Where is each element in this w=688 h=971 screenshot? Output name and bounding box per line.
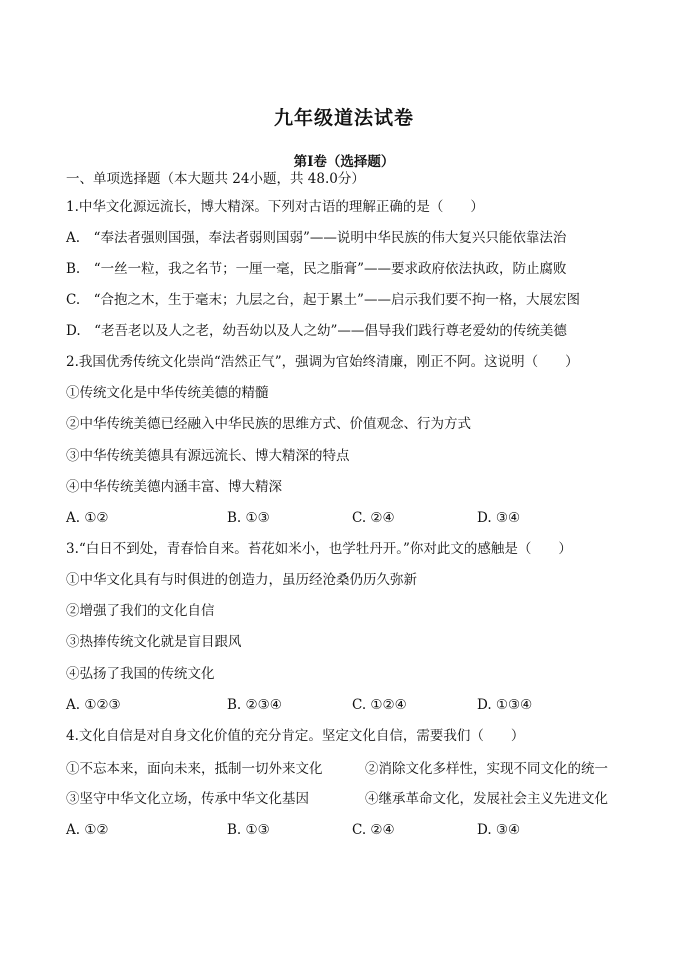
question-3-option-a: A. ①②③ [66, 697, 121, 713]
question-2-statement-3: ③中华传统美德具有源远流长、博大精深的特点 [66, 448, 350, 464]
question-2-statement-2: ②中华传统美德已经融入中华民族的思维方式、价值观念、行为方式 [66, 416, 471, 432]
question-3-statement-4: ④弘扬了我国的传统文化 [66, 666, 215, 682]
question-3-options [0, 696, 688, 714]
question-3-option-d: D. ①③④ [477, 697, 533, 713]
question-3-statement-1: ①中华文化具有与时俱进的创造力，虽历经沧桑仍历久弥新 [66, 572, 417, 588]
question-3-statement-2: ②增强了我们的文化自信 [66, 603, 215, 619]
question-4-options [0, 821, 688, 839]
question-4-option-a: A. ①② [66, 822, 109, 838]
question-2-options [0, 509, 688, 527]
question-3-stem: 3.“白日不到处，青春恰自来。苔花如米小，也学牡丹开。”你对此文的感触是（ ） [66, 541, 572, 557]
question-2-option-c: C. ②④ [352, 510, 395, 526]
question-3-option-c: C. ①②④ [352, 697, 407, 713]
question-4-statement-2: ②消除文化多样性，实现不同文化的统一 [365, 761, 608, 777]
question-2-stem: 2.我国优秀传统文化崇尚“浩然正气”，强调为官始终清廉，刚正不阿。这说明（ ） [66, 354, 579, 370]
question-2-option-a: A. ①② [66, 510, 109, 526]
page-title: 九年级道法试卷 [273, 107, 414, 129]
question-3-statement-3: ③热捧传统文化就是盲目跟风 [66, 634, 242, 650]
question-4-statements-row-2 [0, 790, 688, 808]
part-heading: 第Ⅰ卷（选择题） [293, 154, 395, 170]
question-2-option-b: B. ①③ [227, 510, 270, 526]
question-4-option-d: D. ③④ [477, 822, 521, 838]
question-4-statements-row-1 [0, 760, 688, 778]
question-4-statement-4: ④继承革命文化，发展社会主义先进文化 [365, 791, 608, 807]
question-4-option-c: C. ②④ [352, 822, 395, 838]
question-4-statement-3: ③坚守中华文化立场，传承中华文化基因 [66, 791, 309, 807]
question-4-stem: 4.文化自信是对自身文化价值的充分肯定。坚定文化自信，需要我们（ ） [66, 728, 525, 744]
question-2-statement-4: ④中华传统美德内涵丰富、博大精深 [66, 479, 282, 495]
question-3-option-b: B. ②③④ [227, 697, 282, 713]
question-2-statement-1: ①传统文化是中华传统美德的精髓 [66, 385, 269, 401]
question-4-option-b: B. ①③ [227, 822, 270, 838]
question-1-option-a: A. “奉法者强则国强，奉法者弱则国弱”——说明中华民族的伟大复兴只能依靠法治 [66, 230, 567, 246]
question-1-stem: 1.中华文化源远流长，博大精深。下列对古语的理解正确的是（ ） [66, 199, 484, 215]
question-4-statement-1: ①不忘本来，面向未来，抵制一切外来文化 [66, 761, 323, 777]
question-1-option-c: C. “合抱之木，生于毫末；九层之台，起于累土”——启示我们要不拘一格，大展宏图 [66, 292, 580, 308]
question-1-option-b: B. “一丝一粒，我之名节；一厘一毫，民之脂膏”——要求政府依法执政，防止腐败 [66, 261, 567, 277]
section-heading: 一、单项选择题（本大题共 24小题，共 48.0分） [66, 171, 365, 187]
question-2-option-d: D. ③④ [477, 510, 521, 526]
question-1-option-d: D. “老吾老以及人之老，幼吾幼以及人之幼”——倡导我们践行尊老爱幼的传统美德 [66, 323, 567, 339]
